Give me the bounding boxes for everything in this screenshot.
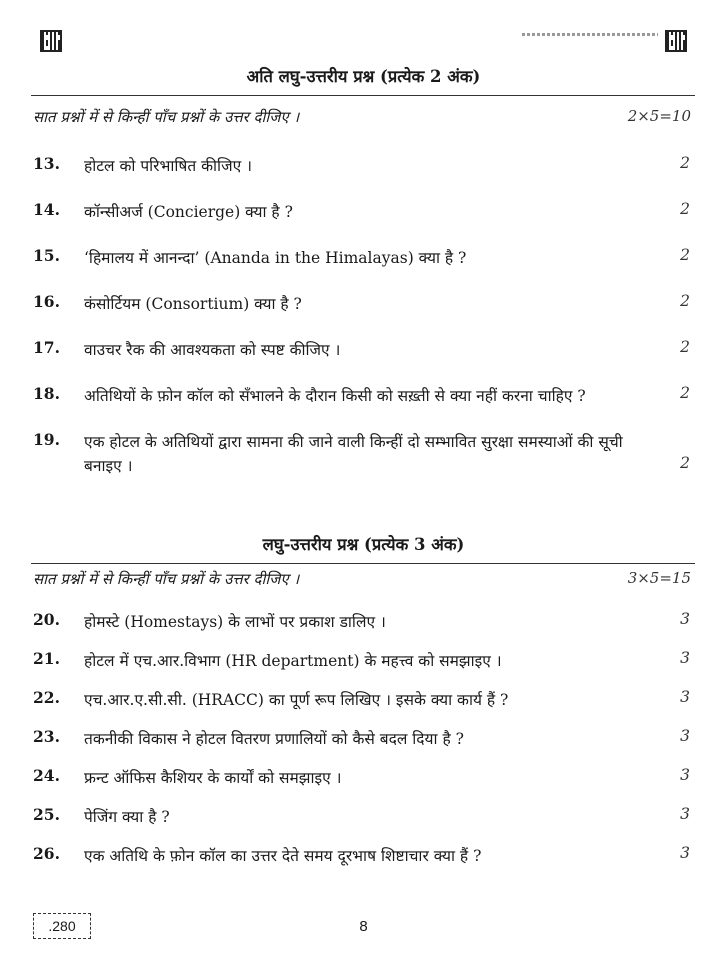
question-text: होटल में एच.आर.विभाग (HR department) के महत्त्व को समझाइए । [84, 652, 502, 670]
section-divider [31, 563, 695, 564]
question-number: 23. [33, 727, 60, 746]
qr-code-left [40, 30, 62, 52]
question-marks: 2 [680, 246, 690, 264]
question-marks: 2 [680, 292, 690, 310]
question-text: अतिथियों के फ़ोन कॉल को सँभालने के दौरान किसी को सख़्ती से क्या नहीं करना चाहिए ? [84, 387, 586, 405]
question-number: 21. [33, 649, 60, 668]
qr-code-right [665, 30, 687, 52]
question-text: ‘हिमालय में आनन्दा’ (Ananda in the Himalayas) क्या है ? [84, 249, 467, 267]
question-number: 15. [33, 246, 60, 265]
question-text: एच.आर.ए.सी.सी. (HRACC) का पूर्ण रूप लिखिए । इसके क्या कार्य हैं ? [84, 691, 509, 709]
question-number: 19. [33, 430, 60, 449]
question-marks: 2 [680, 338, 690, 356]
question-text: एक होटल के अतिथियों द्वारा सामना की जाने वाली किन्हीं दो सम्भावित सुरक्षा समस्याओं की सूची बनाइए । [84, 433, 623, 475]
question-text: होमस्टे (Homestays) के लाभों पर प्रकाश डालिए । [84, 613, 386, 631]
question-text: कंसोर्टियम (Consortium) क्या है ? [84, 295, 302, 313]
question-number: 24. [33, 766, 60, 785]
question-marks: 3 [680, 649, 690, 667]
section-instruction: सात प्रश्नों में से किन्हीं पाँच प्रश्नों के उत्तर दीजिए । [33, 570, 300, 588]
header-watermark-line [522, 33, 658, 36]
question-text: तकनीकी विकास ने होटल वितरण प्रणालियों को कैसे बदल दिया है ? [84, 730, 464, 748]
question-marks: 2 [680, 200, 690, 218]
question-number: 13. [33, 154, 60, 173]
question-text: वाउचर रैक की आवश्यकता को स्पष्ट कीजिए । [84, 341, 341, 359]
question-text: पेजिंग क्या है ? [84, 808, 170, 826]
question-marks: 2 [680, 154, 690, 172]
section-title-very-short: अति लघु-उत्तरीय प्रश्न (प्रत्येक 2 अंक) [246, 67, 481, 86]
question-marks: 3 [680, 844, 690, 862]
question-number: 18. [33, 384, 60, 403]
question-marks: 3 [680, 688, 690, 706]
question-number: 17. [33, 338, 60, 357]
question-marks: 2 [680, 384, 690, 402]
question-number: 16. [33, 292, 60, 311]
question-number: 25. [33, 805, 60, 824]
section-title-short: लघु-उत्तरीय प्रश्न (प्रत्येक 3 अंक) [262, 535, 465, 554]
question-text: होटल को परिभाषित कीजिए । [84, 157, 252, 175]
paper-code-box: .280 [33, 913, 91, 939]
section-total-marks: 3×5=15 [627, 569, 691, 587]
question-number: 26. [33, 844, 60, 863]
question-number: 14. [33, 200, 60, 219]
question-marks: 3 [680, 610, 690, 628]
question-marks: 3 [680, 766, 690, 784]
question-text: फ्रन्ट ऑफिस कैशियर के कार्यों को समझाइए । [84, 769, 342, 787]
section-divider [31, 95, 695, 96]
question-text: एक अतिथि के फ़ोन कॉल का उत्तर देते समय दूरभाष शिष्टाचार क्या हैं ? [84, 847, 482, 865]
page-number: 8 [359, 918, 368, 935]
question-number: 22. [33, 688, 60, 707]
question-text: कॉन्सीअर्ज (Concierge) क्या है ? [84, 203, 293, 221]
question-number: 20. [33, 610, 60, 629]
question-marks: 3 [680, 727, 690, 745]
question-marks: 2 [680, 454, 690, 472]
question-marks: 3 [680, 805, 690, 823]
section-total-marks: 2×5=10 [627, 107, 691, 125]
section-instruction: सात प्रश्नों में से किन्हीं पाँच प्रश्नों के उत्तर दीजिए । [33, 108, 300, 126]
